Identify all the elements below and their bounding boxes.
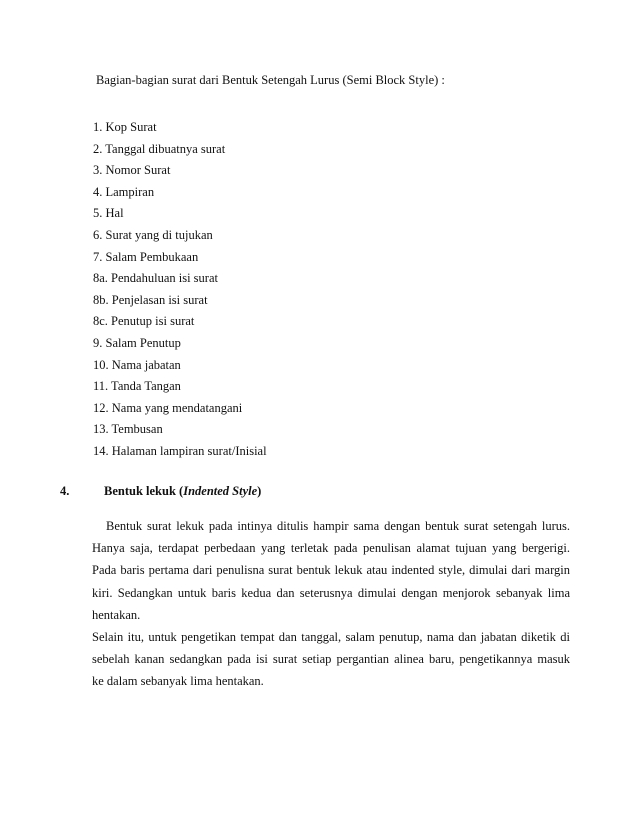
list-item: 8b. Penjelasan isi surat [93, 292, 208, 307]
section-title: Bentuk lekuk ( [104, 484, 184, 498]
list-item: 10. Nama jabatan [93, 357, 181, 372]
paragraph-line: sebelah kanan sedangkan pada isi surat setiap pergantian alinea baru, pengetikannya masuk [92, 652, 570, 667]
list-item: 5. Hal [93, 206, 124, 221]
section-title-close: ) [257, 484, 262, 498]
list-item: 8c. Penutup isi surat [93, 314, 195, 329]
list-item: 11. Tanda Tangan [93, 379, 181, 394]
list-item: 9. Salam Penutup [93, 335, 181, 350]
list-item: 3. Nomor Surat [93, 163, 171, 178]
list-item: 8a. Pendahuluan isi surat [93, 271, 218, 286]
section-heading [60, 484, 261, 499]
paragraph-line: ke dalam sebanyak lima hentakan. [92, 674, 264, 689]
list-item: 6. Surat yang di tujukan [93, 227, 213, 242]
paragraph-indented-style [92, 515, 570, 626]
paragraph-line: Bentuk surat lekuk pada intinya ditulis hampir sama dengan bentuk surat setengah lurus. [106, 519, 570, 533]
paragraph-placement [92, 626, 570, 693]
paragraph-line: Selain itu, untuk pengetikan tempat dan tanggal, salam penutup, nama dan jabatan diketik di [92, 630, 570, 644]
paragraph-line: Hanya saja, terdapat perbedaan yang terletak pada penulisan alamat tujuan yang bergerigi. [92, 541, 570, 556]
list-item: 4. Lampiran [93, 184, 155, 199]
list-item: 7. Salam Pembukaan [93, 249, 199, 264]
list-item: 12. Nama yang mendatangani [93, 400, 243, 415]
intro-text: Bagian-bagian surat dari Bentuk Setengah Lurus (Semi Block Style) : [96, 73, 445, 87]
list-item: 1. Kop Surat [93, 120, 157, 134]
section-number: 4. [60, 484, 70, 498]
letter-parts-list [93, 117, 267, 463]
section-title-italic: Indented Style [183, 484, 258, 498]
paragraph-line: kiri. Sedangkan untuk baris kedua dan seterusnya dimulai dengan menjorok sebanyak lima [92, 585, 570, 600]
paragraph-line: hentakan. [92, 607, 141, 622]
list-item: 2. Tanggal dibuatnya surat [93, 141, 226, 156]
list-item: 14. Halaman lampiran surat/Inisial [93, 443, 267, 458]
paragraph-line: Pada baris pertama dari penulisna surat bentuk lekuk atau indented style, dimulai dari margin [92, 563, 570, 578]
list-item: 13. Tembusan [93, 422, 163, 437]
